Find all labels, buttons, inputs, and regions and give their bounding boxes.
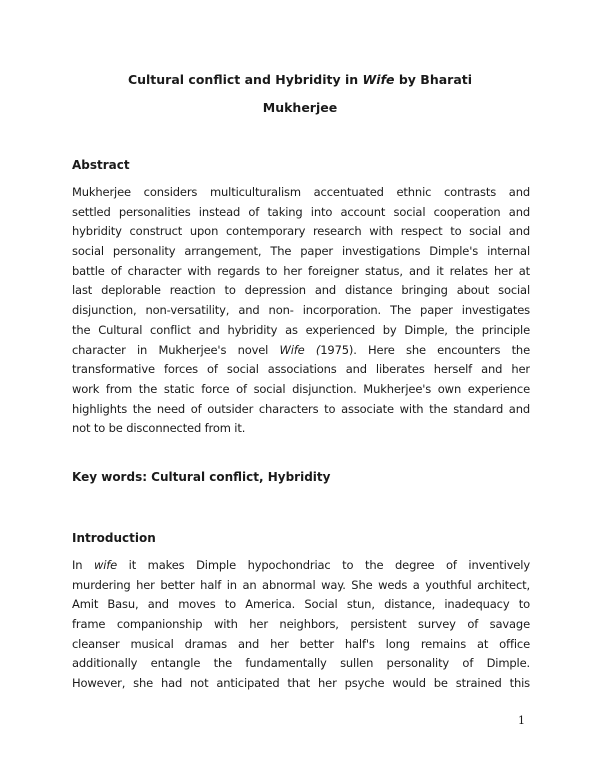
abstract-line: battle of character with regards to her foreigner status, and it relates her at [72,263,530,278]
introduction-line: Amit Basu, and moves to America. Social stun, distance, inadequacy to [72,597,530,612]
abstract-line: social personality arrangement, The paper investigations Dimple's internal [72,244,530,259]
introduction-line: In wife it makes Dimple hypochondriac to the degree of inventively [72,558,530,572]
abstract-line: hybridity construct upon contemporary research with respect to social and [72,224,530,239]
introduction-line: However, she had not anticipated that her psyche would be strained this [72,676,530,691]
introduction-line: cleanser musical dramas and her better half's long remains at office [72,636,530,651]
abstract-line: last deplorable reaction to depression and distance bringing about social [72,283,530,298]
introduction-line: additionally entangle the fundamentally sullen personality of Dimple. [72,656,530,671]
abstract-paragraph [72,183,530,439]
abstract-line: work from the static force of social disjunction. Mukherjee's own experience [72,381,530,396]
abstract-line: settled personalities instead of taking into account social cooperation and [72,204,530,219]
introduction-heading: Introduction [72,531,156,545]
introduction-line: frame companionship with her neighbors, persistent survey of savage [72,617,530,632]
introduction-line: murdering her better half in an abnormal way. She weds a youthful architect, [72,577,530,592]
keywords: Key words: Cultural conflict, Hybridity [72,470,331,484]
title-line-1: Cultural conflict and Hybridity in Wife by Bharati [127,72,473,87]
abstract-line: not to be disconnected from it. [72,421,246,436]
abstract-line: the Cultural conflict and hybridity as experienced by Dimple, the principle [72,322,530,337]
paper-title [72,66,528,122]
abstract-line: character in Mukherjee's novel Wife (1975). Here she encounters the [72,342,530,357]
title-line-2: Mukherjee [262,100,338,115]
introduction-paragraph [72,556,530,694]
page-number: 1 [518,714,525,727]
abstract-line: transformative forces of social associations and liberates herself and her [72,362,530,377]
abstract-line: highlights the need of outsider characters to associate with the standard and [72,401,530,416]
abstract-line: disjunction, non-versatility, and non- incorporation. The paper investigates [72,303,530,318]
abstract-line: Mukherjee considers multiculturalism accentuated ethnic contrasts and [72,185,530,199]
abstract-heading: Abstract [72,158,130,172]
